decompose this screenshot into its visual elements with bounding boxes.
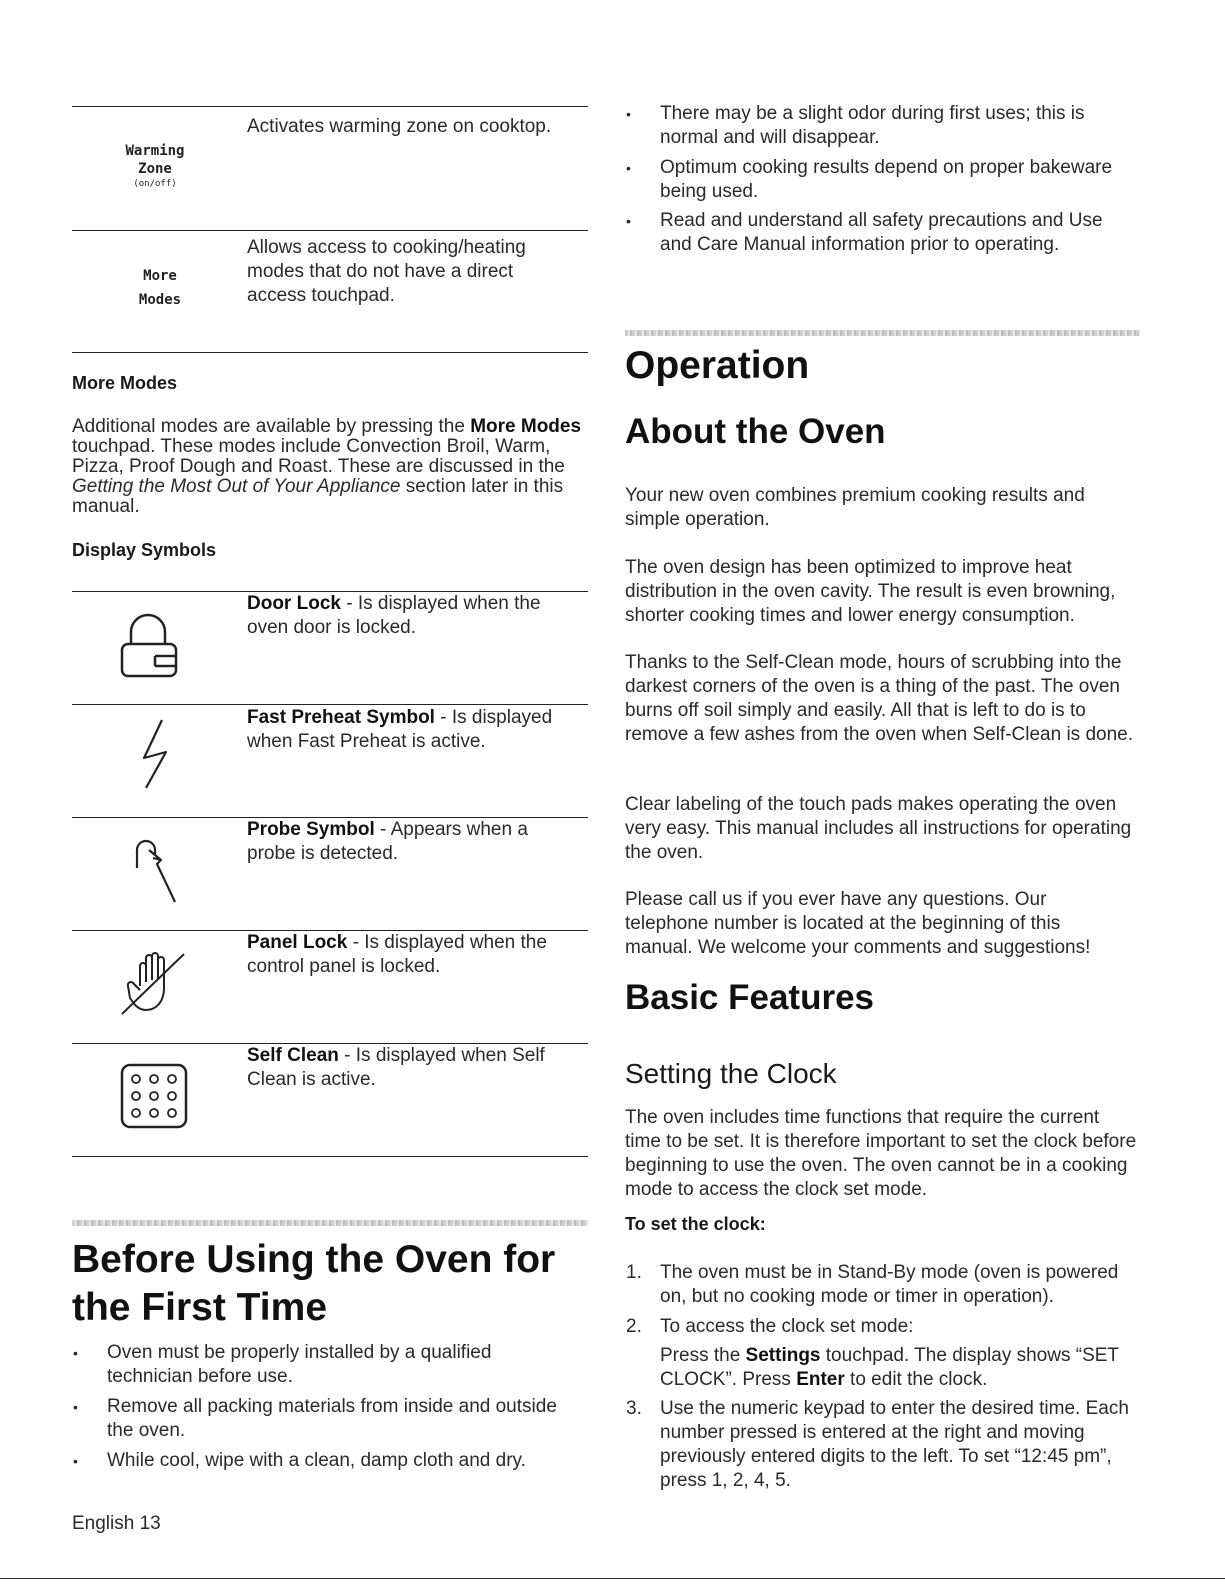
door-lock-desc	[247, 592, 567, 640]
bullet-dot: •	[73, 1399, 78, 1415]
about-paragraph: Please call us if you ever have any questions. Our telephone number is located at the beginning of this manual. We welcome your comments and suggestions!	[625, 889, 1091, 958]
text: Additional modes are available by pressing the	[72, 416, 471, 437]
lock-icon	[117, 610, 181, 680]
bullet-dot: •	[626, 213, 631, 229]
dot-grid-icon	[120, 1063, 188, 1129]
bullet-text: While cool, wipe with a clean, damp cloth and dry.	[107, 1450, 526, 1471]
section-divider	[625, 330, 1140, 336]
bullet-dot: •	[73, 1345, 78, 1361]
label-line: Modes	[138, 292, 182, 308]
list-item	[73, 1395, 582, 1443]
about-paragraph: Your new oven combines premium cooking results and simple operation.	[625, 485, 1085, 530]
probe-desc	[247, 818, 567, 866]
list-item	[626, 102, 1135, 150]
bullet-dot: •	[626, 106, 631, 122]
label-line: More	[143, 268, 177, 284]
to-set-clock-heading: To set the clock:	[625, 1214, 766, 1234]
more-modes-paragraph	[72, 417, 588, 517]
label-line: Warming	[125, 143, 185, 159]
bold-text: Fast Preheat Symbol	[247, 707, 435, 728]
table-rule	[72, 704, 588, 705]
step-2-detail	[660, 1344, 1140, 1392]
more-modes-heading: More Modes	[72, 373, 178, 393]
table-rule	[72, 1156, 588, 1157]
bullet-dot: •	[626, 160, 631, 176]
label-line: Zone	[138, 161, 172, 177]
section-divider	[72, 1220, 588, 1226]
table-rule	[72, 230, 588, 231]
page-footer: English 13	[72, 1513, 161, 1534]
text: touchpad. The display shows “SET CLOCK”. Press	[660, 1345, 1119, 1390]
basic-features-heading: Basic Features	[625, 978, 875, 1017]
bold-text: Probe Symbol	[247, 819, 375, 840]
bold-text: Door Lock	[247, 593, 341, 614]
heading-line: the First Time	[72, 1286, 328, 1329]
lightning-icon	[138, 718, 178, 790]
step-1	[626, 1261, 1140, 1309]
more-modes-desc	[247, 236, 587, 308]
italic-text: Getting the Most Out of Your Appliance	[72, 476, 401, 497]
probe-icon	[127, 836, 183, 908]
about-paragraph: Clear labeling of the touch pads makes operating the oven very easy. This manual includes all instructions for operating the oven.	[625, 794, 1132, 863]
step-number: 1.	[626, 1262, 642, 1283]
bullet-text: Remove all packing materials from inside and outside the oven.	[107, 1396, 557, 1441]
step-text: The oven must be in Stand-By mode (oven is powered on, but no cooking mode or timer in operation).	[660, 1262, 1119, 1307]
list-item	[73, 1341, 582, 1389]
fast-preheat-desc	[247, 706, 577, 754]
bullet-text: There may be a slight odor during first uses; this is normal and will disappear.	[660, 103, 1085, 148]
more-modes-label	[110, 264, 210, 312]
about-oven-heading: About the Oven	[625, 412, 886, 451]
table-rule	[72, 352, 588, 353]
text: touchpad. These modes include Convection Broil, Warm, Pizza, Proof Dough and Roast. These are discussed in the	[72, 436, 565, 477]
desc-line: Allows access to cooking/heating	[247, 237, 526, 258]
list-item	[73, 1449, 582, 1473]
crossed-hand-icon	[118, 946, 190, 1018]
heading-line: Before Using the Oven for	[72, 1238, 556, 1281]
warming-zone-desc: Activates warming zone on cooktop.	[247, 116, 552, 137]
about-paragraph: The oven design has been optimized to improve heat distribution in the oven cavity. The result is even browning, shorter cooking times and lower energy consumption.	[625, 557, 1116, 626]
bold-text: More Modes	[470, 416, 582, 437]
bold-text: Panel Lock	[247, 932, 348, 953]
self-clean-desc	[247, 1044, 577, 1092]
clock-paragraph: The oven includes time functions that require the current time to be set. It is therefore important to set the clock before beginning to use the oven. The oven cannot be in a cooking mode to access the clock set mode.	[625, 1107, 1137, 1200]
step-text: Use the numeric keypad to enter the desired time. Each number pressed is entered at the right and moving previously entered digits to the left. To set “12:45 pm”, press 1, 2, 4, 5.	[660, 1398, 1129, 1491]
step-number: 3.	[626, 1398, 642, 1419]
panel-lock-desc	[247, 931, 577, 979]
text: - Is displayed when the oven door is locked.	[247, 593, 541, 638]
text: - Is displayed when Fast Preheat is active.	[247, 707, 553, 752]
list-item	[626, 156, 1135, 204]
operation-heading: Operation	[625, 344, 810, 387]
list-item	[626, 209, 1135, 257]
table-rule	[72, 106, 588, 107]
text: section later in this manual.	[72, 476, 564, 517]
bold-text: Enter	[796, 1369, 845, 1390]
bullet-dot: •	[73, 1453, 78, 1469]
setting-clock-heading: Setting the Clock	[625, 1058, 837, 1089]
page-bottom-edge	[0, 1578, 1225, 1579]
bullet-text: Optimum cooking results depend on proper bakeware being used.	[660, 157, 1113, 202]
about-paragraph: Thanks to the Self-Clean mode, hours of scrubbing into the darkest corners of the oven is a thing of the past. The oven burns off soil simply and easily. All that is left to do is to remove a few ashes from the oven when Self-Clean is done.	[625, 652, 1133, 745]
text: - Is displayed when the control panel is locked.	[247, 932, 547, 977]
text: - Appears when a probe is detected.	[247, 819, 528, 864]
desc-line: access touchpad.	[247, 285, 395, 306]
step-number: 2.	[626, 1316, 642, 1337]
text: Press the	[660, 1345, 746, 1366]
before-using-heading	[72, 1236, 602, 1332]
text: to edit the clock.	[844, 1369, 988, 1390]
step-3	[626, 1397, 1130, 1493]
bullet-text: Oven must be properly installed by a qualified technician before use.	[107, 1342, 492, 1387]
bullet-text: Read and understand all safety precautions and Use and Care Manual information prior to operating.	[660, 210, 1103, 255]
desc-line: modes that do not have a direct	[247, 261, 514, 282]
display-symbols-heading: Display Symbols	[72, 540, 217, 560]
warming-zone-label	[110, 142, 200, 190]
bold-text: Self Clean	[247, 1045, 339, 1066]
bold-text: Settings	[745, 1345, 821, 1366]
step-text: To access the clock set mode:	[660, 1316, 914, 1337]
label-line: (on/off)	[133, 179, 177, 189]
step-2	[626, 1315, 1140, 1339]
text: - Is displayed when Self Clean is active.	[247, 1045, 545, 1090]
